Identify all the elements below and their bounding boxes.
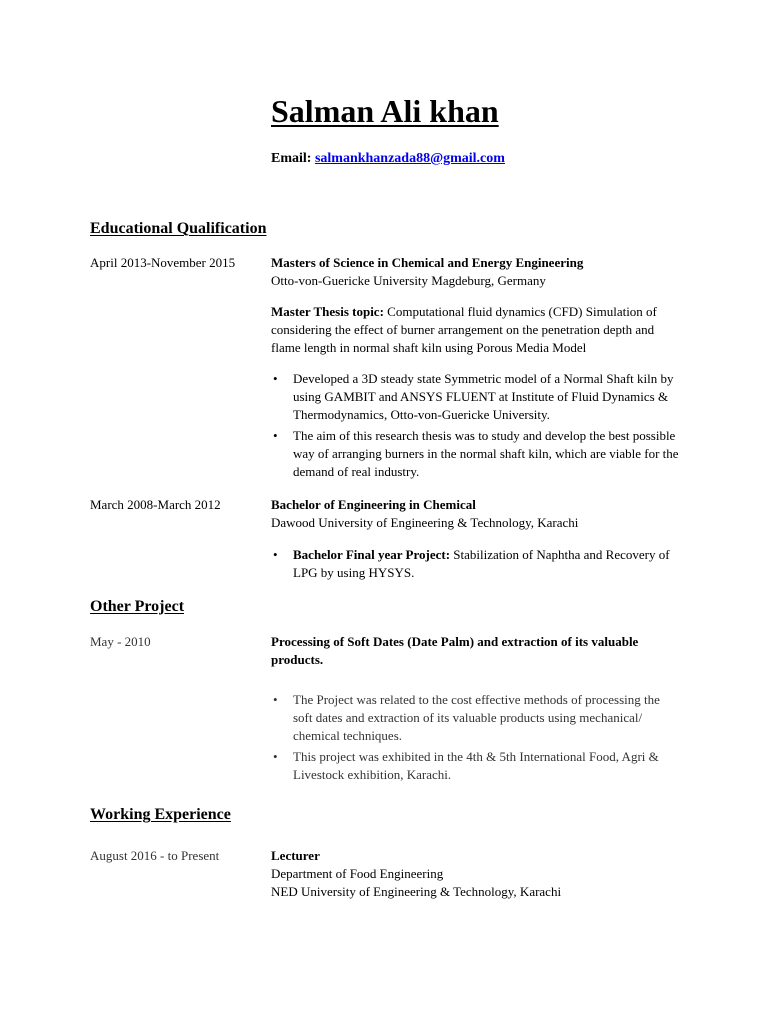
- experience-entry: [271, 847, 681, 901]
- other-project-entry: [271, 633, 681, 669]
- masters-thesis: [271, 303, 681, 357]
- experience-role: Lecturer: [271, 848, 320, 863]
- email-link[interactable]: salmankhanzada88@gmail.com: [314, 151, 505, 166]
- bachelor-institution: Dawood University of Engineering & Technology, Karachi: [271, 515, 579, 530]
- project-text: Stabilization of Naphtha and Recovery of LPG by using HYSYS.: [293, 547, 670, 580]
- masters-entry: [271, 254, 681, 290]
- other-project-heading: Processing of Soft Dates (Date Palm) and extraction of its valuable products.: [271, 634, 639, 667]
- masters-bullet-list: [271, 370, 681, 484]
- bachelor-entry: [271, 496, 681, 532]
- bachelor-date: March 2008-March 2012: [90, 497, 221, 512]
- masters-institution: Otto-von-Guericke University Magdeburg, Germany: [271, 273, 546, 288]
- thesis-label: Master Thesis topic:: [271, 304, 384, 319]
- project-label: Bachelor Final year Project:: [293, 547, 451, 562]
- section-title-education: Educational Qualification: [90, 220, 267, 237]
- thesis-text: Computational fluid dynamics (CFD) Simulation of considering the effect of burner arrangement on the penetration depth and flame length in normal shaft kiln using Porous Media Model: [271, 304, 657, 355]
- list-item: • Developed a 3D steady state Symmetric model of a Normal Shaft kiln by using GAMBIT and ANSYS FLUENT at Institute of Fluid Dynamics & Thermodynamics, Otto-von-Guericke University.: [271, 370, 681, 424]
- experience-date: August 2016 - to Present: [90, 848, 220, 863]
- bachelor-degree: Bachelor of Engineering in Chemical: [271, 497, 476, 512]
- other-project-date: May - 2010: [90, 634, 151, 649]
- list-item: • This project was exhibited in the 4th & 5th International Food, Agri & Livestock exhibition, Karachi.: [271, 748, 681, 784]
- masters-date: April 2013-November 2015: [90, 255, 236, 270]
- email-label: Email:: [271, 151, 312, 166]
- list-item: • The aim of this research thesis was to study and develop the best possible way of arranging burners in the normal shaft kiln, which are viable for the demand of real industry.: [271, 427, 681, 481]
- email-line: [271, 150, 505, 168]
- list-item: • The Project was related to the cost effective methods of processing the soft dates and extraction of its valuable products using mechanical/ chemical techniques.: [271, 691, 681, 745]
- experience-institution: NED University of Engineering & Technology, Karachi: [271, 884, 562, 899]
- bachelor-bullet-list: [271, 546, 681, 585]
- section-title-other-project: Other Project: [90, 598, 185, 615]
- experience-department: Department of Food Engineering: [271, 866, 444, 881]
- other-project-bullet-list: [271, 691, 681, 787]
- section-title-experience: Working Experience: [90, 806, 231, 823]
- masters-degree: Masters of Science in Chemical and Energy Engineering: [271, 255, 584, 270]
- candidate-name: Salman Ali khan: [271, 93, 499, 129]
- list-item: [271, 546, 681, 582]
